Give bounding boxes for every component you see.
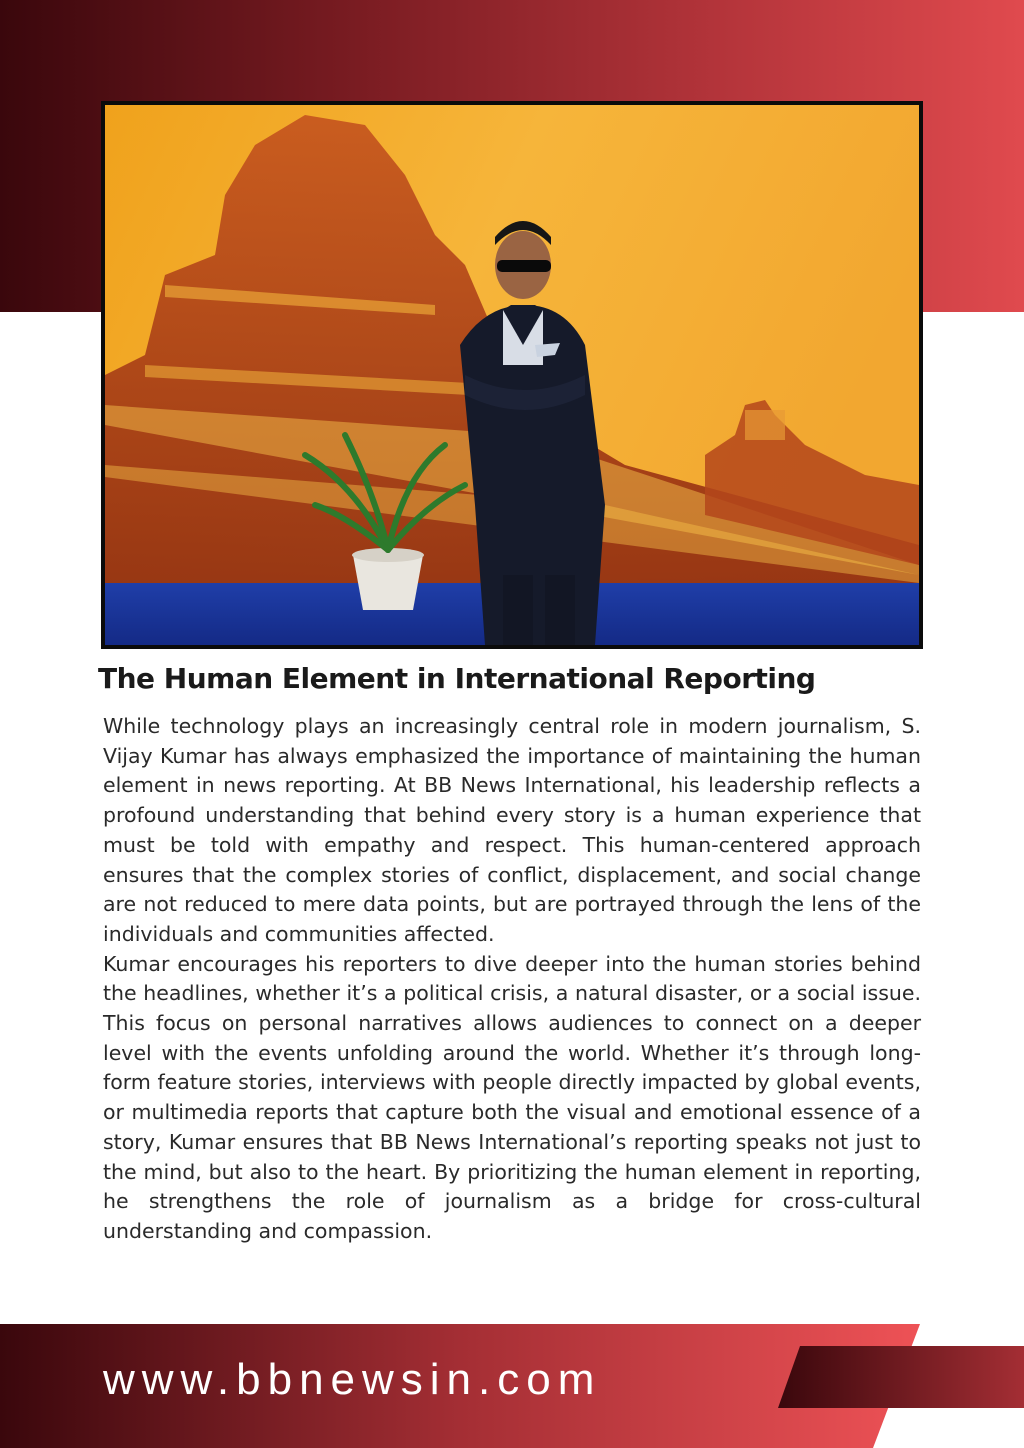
article-paragraph: While technology plays an increasingly central role in modern journalism, S. Vijay Kumar has always emphasized the importance of maintaining the human element in news reporting. At BB News International, his leadership reflects a profound understanding that behind every story is a human experience that must be told with empathy and respect. This human-centered approach ensures that the complex stories of conflict, displacement, and social change are not reduced to mere data points, but are portrayed through the lens of the individuals and communities affected. — [103, 714, 921, 946]
man-in-front-of-fort-backdrop-image — [105, 105, 919, 645]
article-body — [103, 712, 921, 1247]
article-paragraph: Kumar encourages his reporters to dive deeper into the human stories behind the headlines, whether it’s a political crisis, a natural disaster, or a social issue. This focus on personal narratives allows audiences to connect on a deeper level with the events unfolding around the world. Whether it’s through long-form feature stories, interviews with people directly impacted by global events, or multimedia reports that capture both the visual and emotional essence of a story, Kumar ensures that BB News International’s reporting speaks not just to the mind, but also to the heart. By prioritizing the human element in reporting, he strengthens the role of journalism as a bridge for cross-cultural understanding and compassion. — [103, 951, 921, 1243]
feature-photo — [101, 101, 923, 649]
article-title: The Human Element in International Reporting — [98, 662, 816, 695]
website-link[interactable]: www.bbnewsin.com — [103, 1355, 602, 1404]
